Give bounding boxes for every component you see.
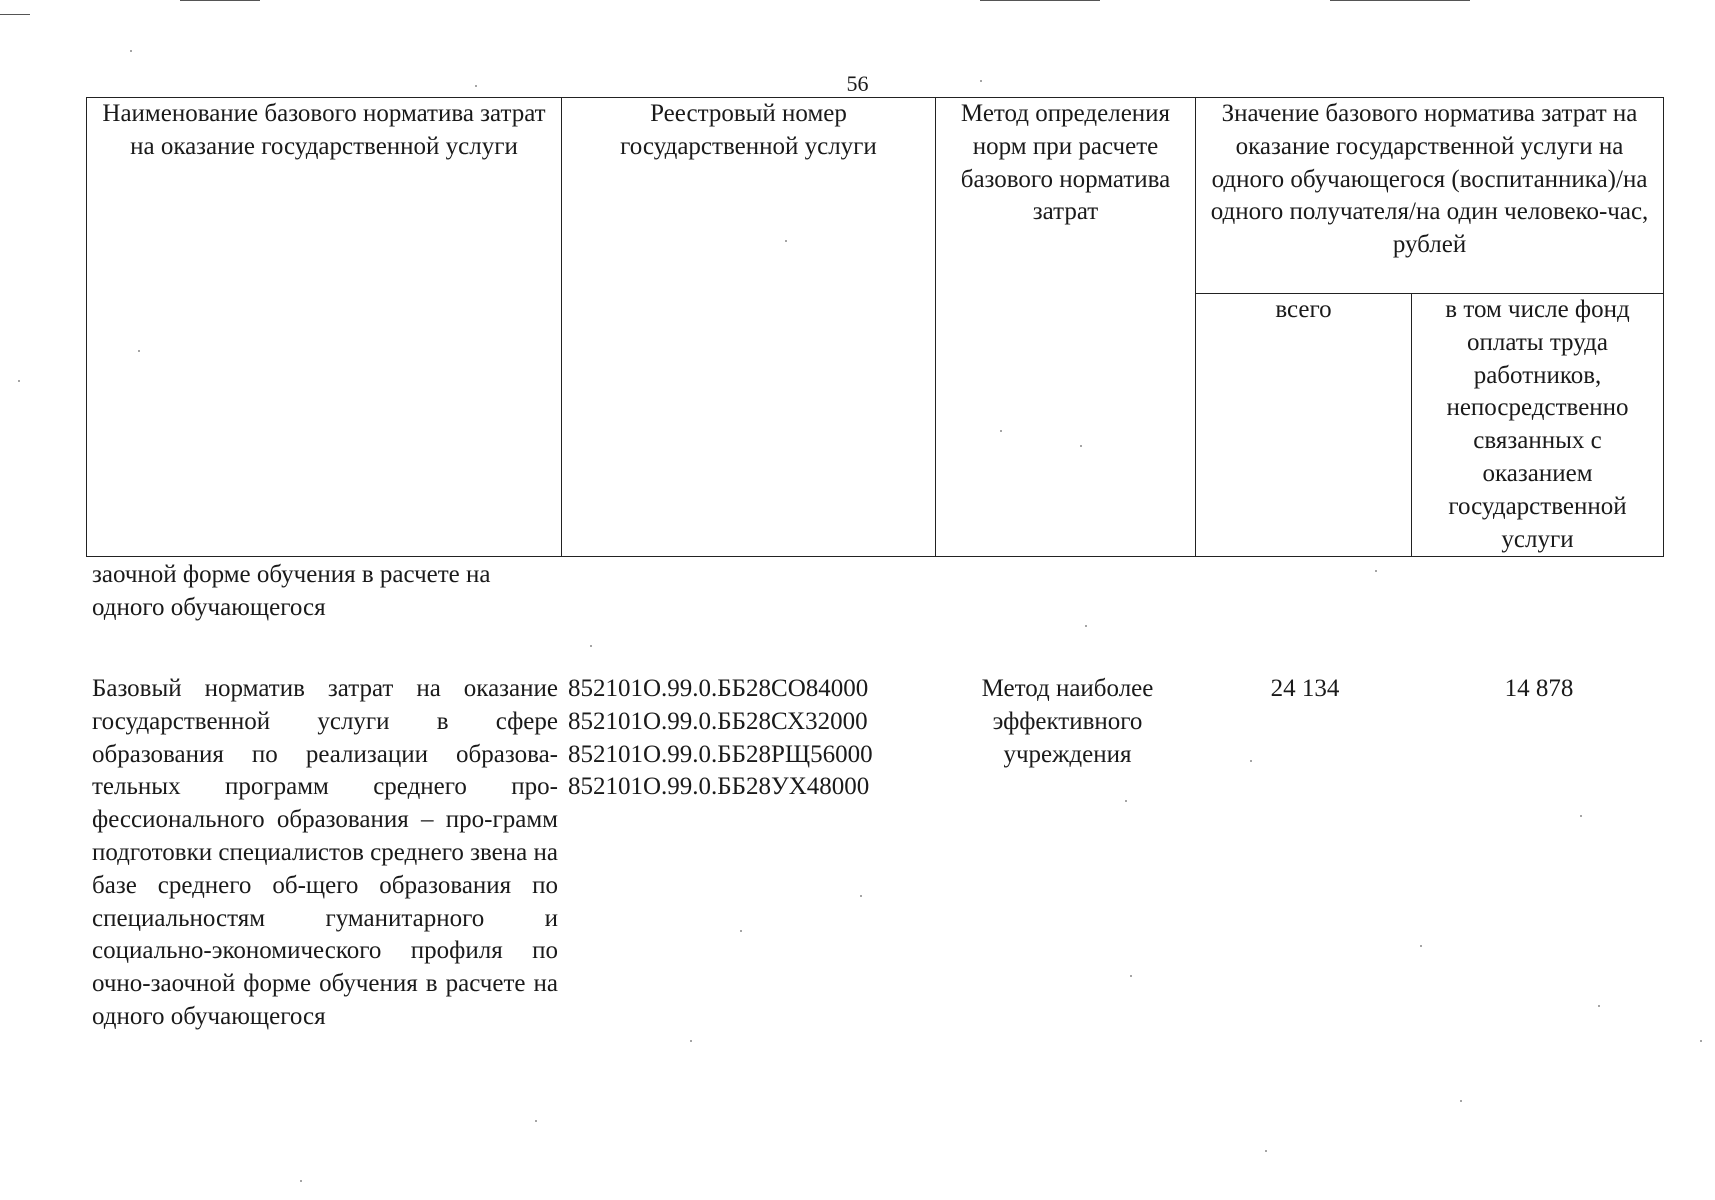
header-total-column: всего <box>1196 294 1412 557</box>
scan-speck <box>1598 1005 1600 1007</box>
registry-number: 852101О.99.0.ББ28СО84000 <box>568 675 869 702</box>
scan-speck <box>1125 800 1127 802</box>
row-total-value: 24 134 <box>1270 675 1340 702</box>
header-method-column: Метод определения норм при расчете базового норматива затрат <box>936 98 1196 557</box>
scan-speck <box>475 85 477 87</box>
scan-speck <box>1700 1040 1702 1042</box>
scan-speck <box>1250 760 1252 762</box>
row-name-cell: Базовый норматив затрат на оказание государственной услуги в сфере образования по реализации образова-тельных программ среднего про-фессионального образования – про-грамм подготовки специалистов среднего звена на базе среднего об-щего образования по специальностям гуманитарного и социально-экономического профиля по очно-заочной форме обучения в расчете на одного обучающегося <box>92 675 558 1030</box>
scan-speck <box>1265 1150 1267 1152</box>
scan-speck <box>980 80 982 82</box>
scan-artifact <box>180 0 260 1</box>
scan-speck <box>1375 570 1377 572</box>
scan-speck <box>860 895 862 897</box>
scan-artifact <box>0 14 30 15</box>
row-registry-numbers <box>568 673 928 804</box>
page-number: 56 <box>846 71 869 96</box>
scan-speck <box>1580 815 1582 817</box>
header-value-column: Значение базового норматива затрат на оказание государственной услуги на одного обучающегося (воспитанника)/на одного получателя/на один человеко-час, рублей <box>1196 98 1664 294</box>
header-wage-fund-column: в том числе фонд оплаты труда работников, непосредственно связанных с оказанием государственной услуги <box>1412 294 1664 557</box>
scan-speck <box>690 1040 692 1042</box>
scan-speck <box>138 350 140 352</box>
row-wage-fund-value: 14 878 <box>1504 675 1574 702</box>
scan-speck <box>18 380 20 382</box>
registry-number: 852101О.99.0.ББ28УХ48000 <box>568 773 870 801</box>
scan-speck <box>740 930 742 932</box>
scan-speck <box>130 50 132 52</box>
scan-speck <box>785 240 787 242</box>
scan-speck <box>590 645 592 647</box>
scan-speck <box>535 1120 537 1122</box>
scan-artifact <box>1330 0 1470 1</box>
header-registry-column: Реестровый номер государственной услуги <box>562 98 936 557</box>
registry-number: 852101О.99.0.ББ28РЩ56000 <box>568 740 873 768</box>
row-method-cell: Метод наиболее эффективного учреждения <box>981 675 1154 768</box>
scan-speck <box>1130 975 1132 977</box>
scan-speck <box>300 1180 302 1182</box>
scan-speck <box>1460 1100 1462 1102</box>
scan-speck <box>1000 430 1002 432</box>
scan-artifact <box>980 0 1100 1</box>
scan-speck <box>1420 945 1422 947</box>
header-table <box>86 97 1664 557</box>
scan-speck <box>1080 445 1082 447</box>
header-name-column: Наименование базового норматива затрат на оказание государственной услуги <box>87 98 562 557</box>
scan-speck <box>1085 625 1087 627</box>
continued-row-text: заочной форме обучения в расчете на одного обучающегося <box>92 561 491 621</box>
registry-number: 852101О.99.0.ББ28СХ32000 <box>568 707 868 735</box>
